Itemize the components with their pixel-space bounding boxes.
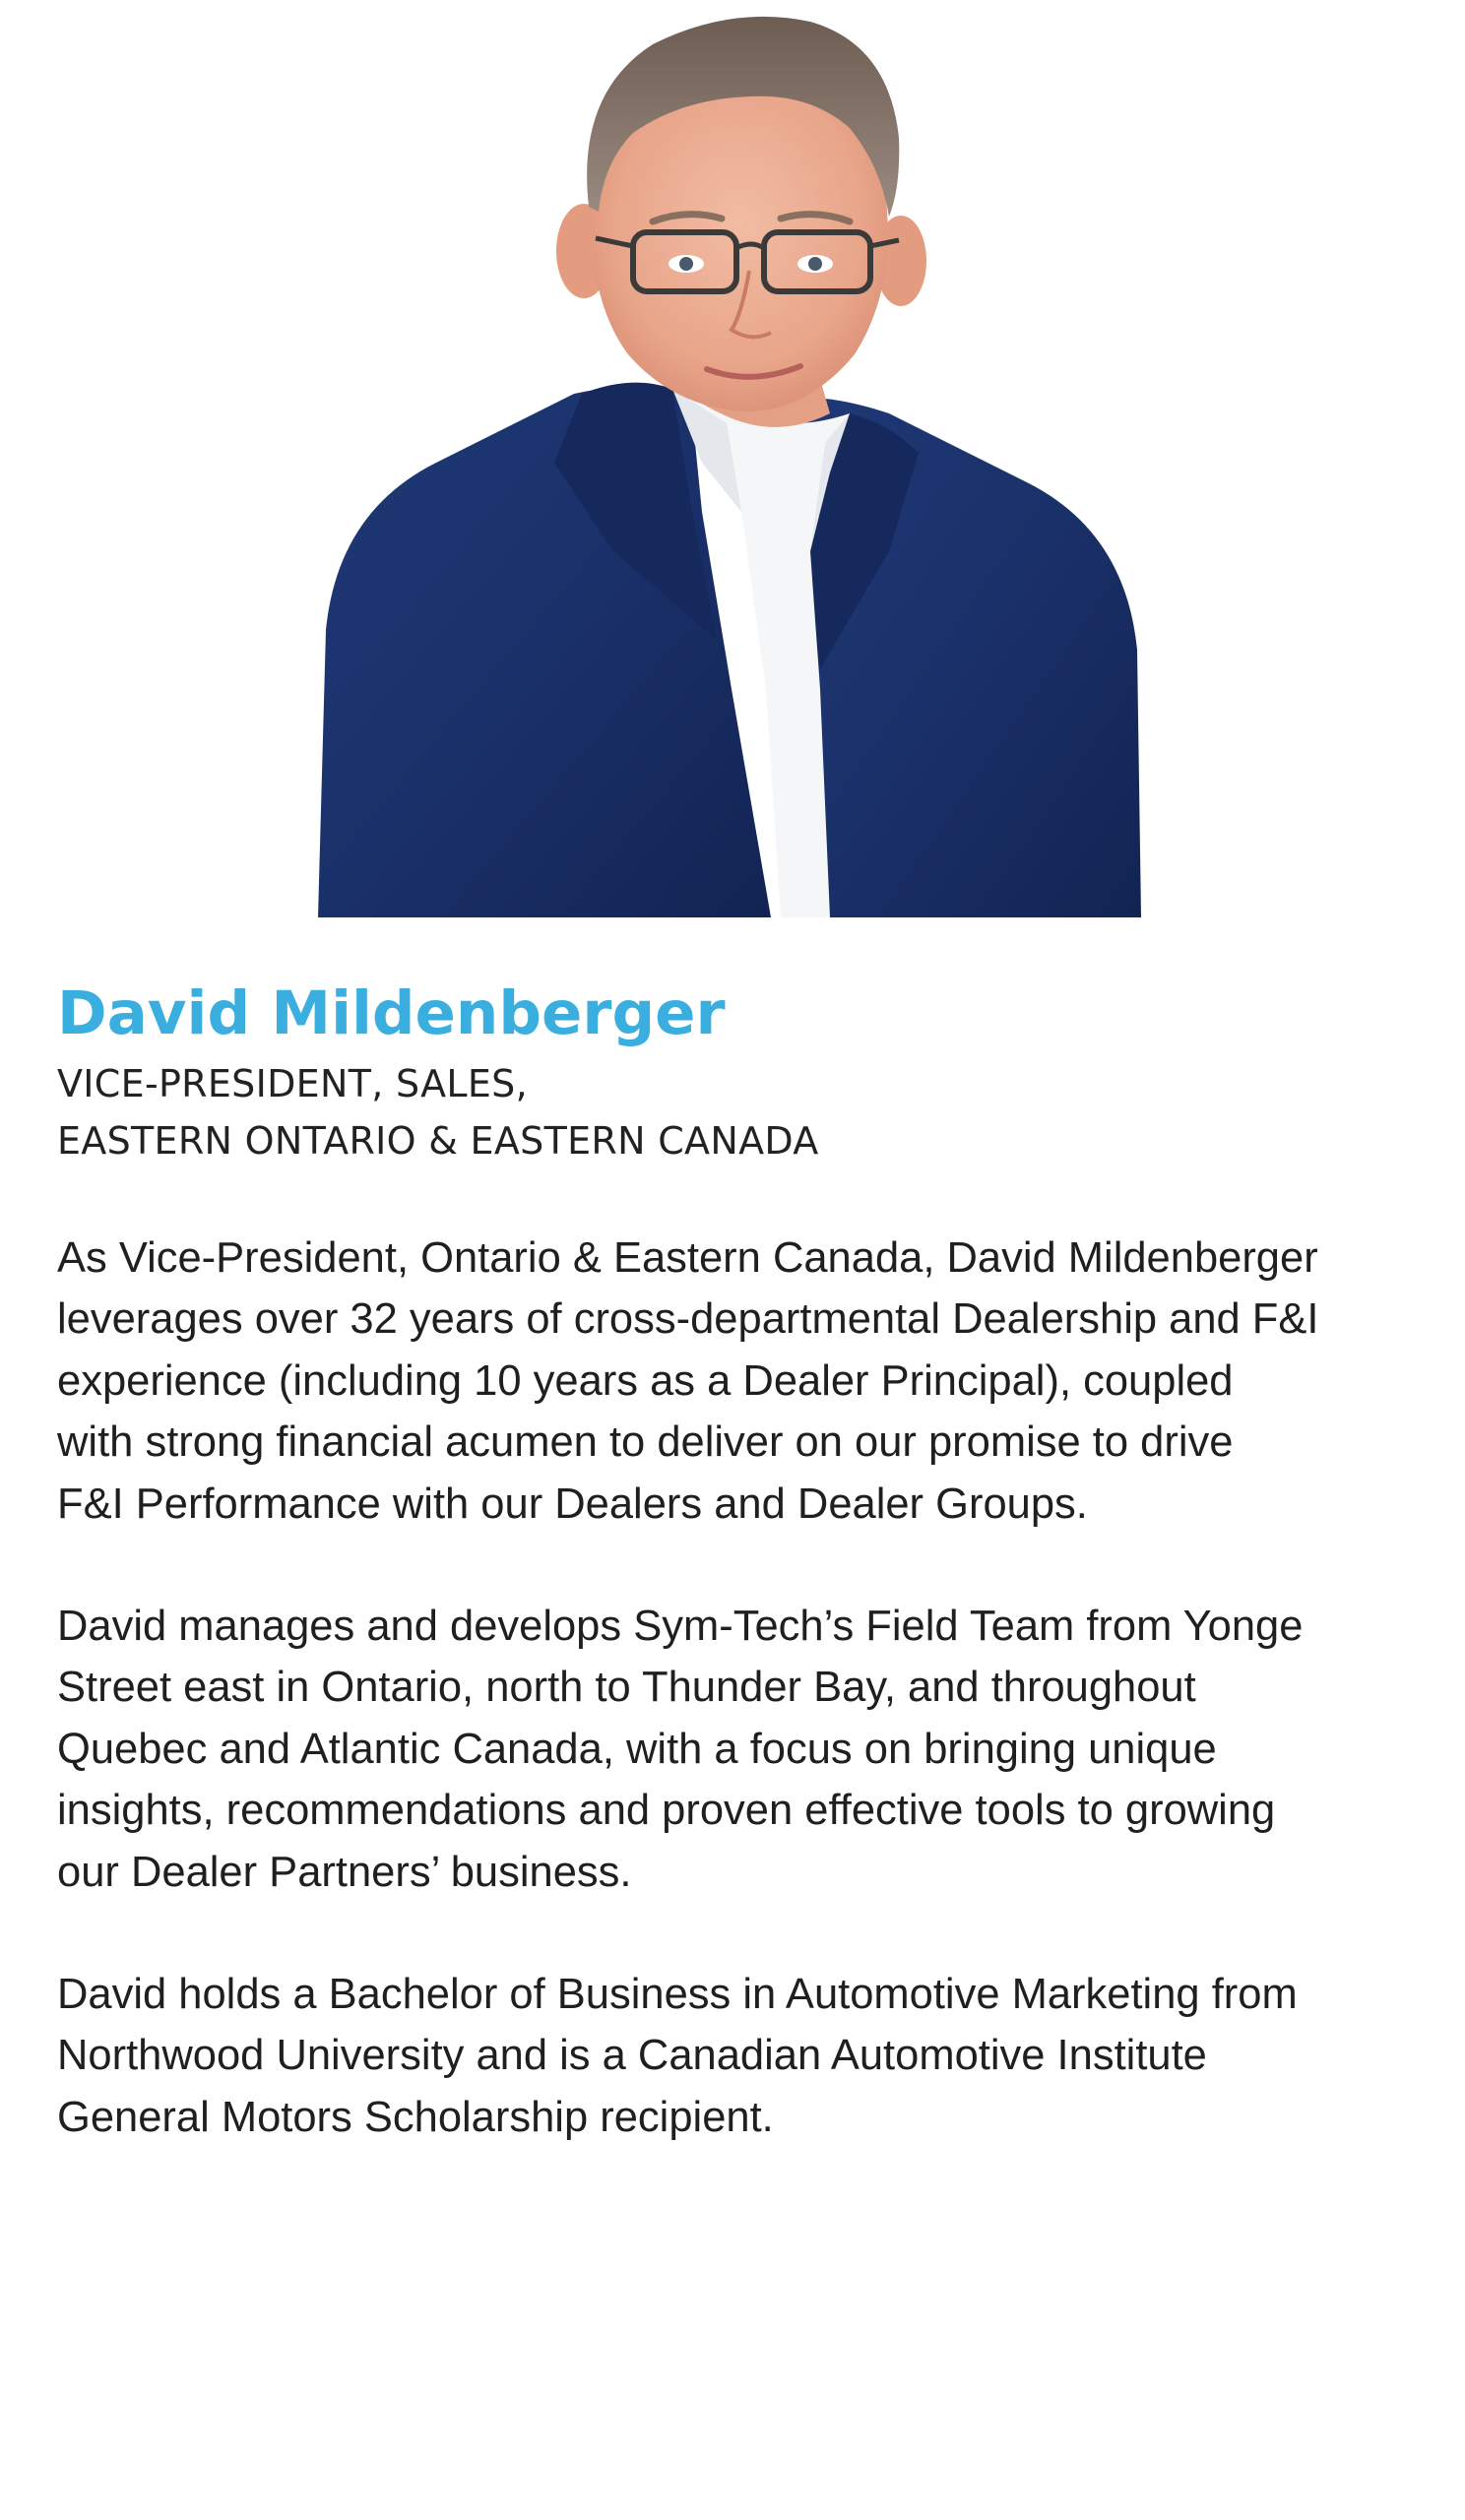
bio-line: insights, recommendations and proven effective tools to growing — [57, 1787, 1276, 1835]
job-title-line-1: VICE-PRESIDENT, SALES, — [57, 1062, 528, 1105]
bio-line: David holds a Bachelor of Business in Automotive Marketing from — [57, 1971, 1298, 2019]
bio-line: with strong financial acumen to deliver on our promise to drive — [57, 1418, 1234, 1467]
bio-line: David manages and develops Sym-Tech’s Field Team from Yonge — [57, 1603, 1304, 1651]
bio-line: F&I Performance with our Dealers and Dealer Groups. — [57, 1480, 1088, 1528]
job-title — [57, 1055, 1426, 1169]
bio-line: General Motors Scholarship recipient. — [57, 2093, 774, 2141]
bio-line: Northwood University and is a Canadian Automotive Institute — [57, 2032, 1207, 2080]
bio-line: experience (including 10 years as a Dealer Principal), coupled — [57, 1356, 1234, 1405]
bio-line: our Dealer Partners’ business. — [57, 1848, 632, 1896]
bio-line: As Vice-President, Ontario & Eastern Canada, David Mildenberger — [57, 1234, 1318, 1282]
bio-paragraph-2 — [57, 1596, 1426, 1903]
profile-content — [57, 975, 1426, 2148]
portrait-illustration — [318, 0, 1141, 917]
bio-paragraph-1 — [57, 1228, 1426, 1535]
bio-paragraph-3 — [57, 1964, 1426, 2148]
job-title-line-2: EASTERN ONTARIO & EASTERN CANADA — [57, 1119, 819, 1163]
bio-line: Street east in Ontario, north to Thunder Bay, and throughout — [57, 1664, 1196, 1712]
bio-line: leverages over 32 years of cross-departmental Dealership and F&I — [57, 1295, 1319, 1344]
bio-line: Quebec and Atlantic Canada, with a focus on bringing unique — [57, 1725, 1217, 1773]
profile-photo — [318, 0, 1141, 917]
person-name: David Mildenberger — [57, 978, 726, 1048]
